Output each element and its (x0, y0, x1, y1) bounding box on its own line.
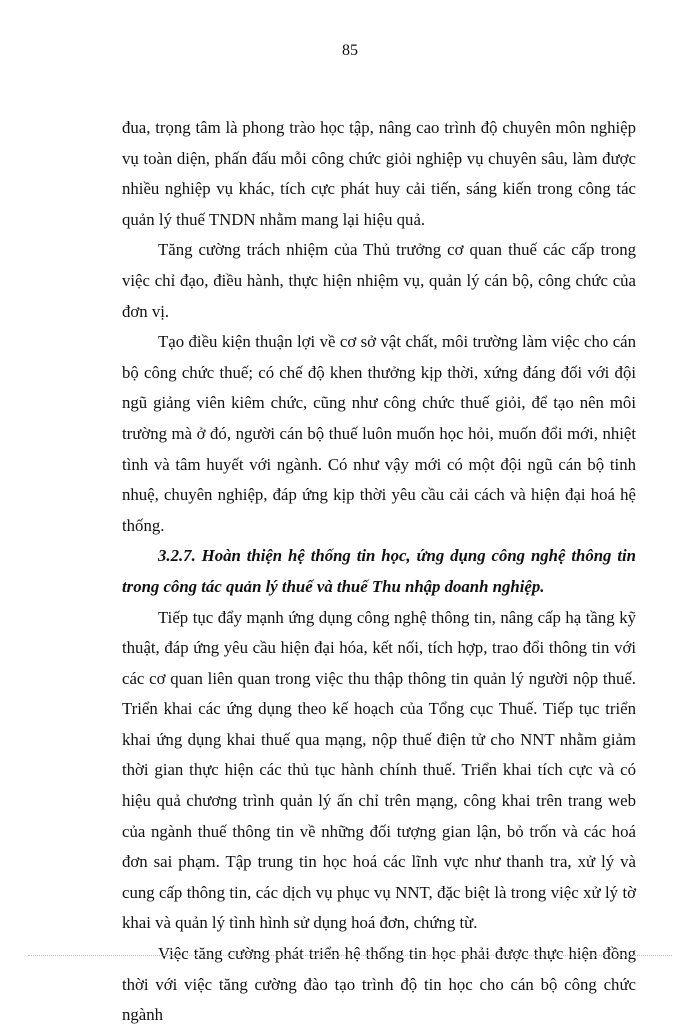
page-number: 85 (342, 42, 358, 59)
paragraph-conditions: Tạo điều kiện thuận lợi về cơ sở vật chất, môi trường làm việc cho cán bộ công chức thuế; có chế độ khen thưởng kịp thời, xứng đáng đối với đội ngũ giảng viên kiêm chức, cũng như công chức thuế giỏi, để tạo nên môi trường mà ở đó, người cán bộ thuế luôn muốn học hỏi, muốn đổi mới, nhiệt tình và tâm huyết với ngành. Có như vậy mới có một đội ngũ cán bộ tinh nhuệ, chuyên nghiệp, đáp ứng kịp thời yêu cầu cải cách và hiện đại hoá hệ thống. (122, 332, 636, 535)
footer-rule (28, 955, 672, 956)
paragraph-it-application: Tiếp tục đẩy mạnh ứng dụng công nghệ thông tin, nâng cấp hạ tầng kỹ thuật, đáp ứng yêu cầu hiện đại hóa, kết nối, tích hợp, trao đổi thông tin với các cơ quan liên quan trong việc thu thập thông tin quản lý người nộp thuế. Triển khai các ứng dụng theo kế hoạch của Tổng cục Thuế. Tiếp tục triển khai ứng dụng khai thuế qua mạng, nộp thuế điện tử cho NNT nhằm giảm thời gian thực hiện các thủ tục hành chính thuế. Triển khai tích cực và có hiệu quả chương trình quản lý ấn chỉ trên mạng, công khai trên trang web của ngành thuế thông tin về những đối tượng gian lận, bỏ trốn và các hoá đơn sai phạm. Tập trung tin học hoá các lĩnh vực như thanh tra, xử lý và cung cấp thông tin, các dịch vụ phục vụ NNT, đặc biệt là trong việc xử lý tờ khai và quản lý tình hình sử dụng hoá đơn, chứng từ. (122, 607, 636, 933)
paragraph-it-training: Việc tăng cường phát triển hệ thống tin học phải được thực hiện đồng thời với việc tăng cường đào tạo trình độ tin học cho cán bộ công chức ngành (122, 944, 636, 1025)
body-text (122, 113, 636, 1031)
section-heading: 3.2.7. Hoàn thiện hệ thống tin học, ứng dụng công nghệ thông tin trong công tác quản lý thuế và thuế Thu nhập doanh nghiệp. (122, 546, 636, 596)
paragraph-responsibility: Tăng cường trách nhiệm của Thủ trưởng cơ quan thuế các cấp trong việc chỉ đạo, điều hành, thực hiện nhiệm vụ, quản lý cán bộ, công chức của đơn vị. (122, 240, 636, 321)
paragraph-continuation: đua, trọng tâm là phong trào học tập, nâng cao trình độ chuyên môn nghiệp vụ toàn diện, phấn đấu mỗi công chức giỏi nghiệp vụ chuyên sâu, làm được nhiều nghiệp vụ khác, tích cực phát huy cải tiến, sáng kiến trong công tác quản lý thuế TNDN nhằm mang lại hiệu quả. (122, 118, 636, 229)
